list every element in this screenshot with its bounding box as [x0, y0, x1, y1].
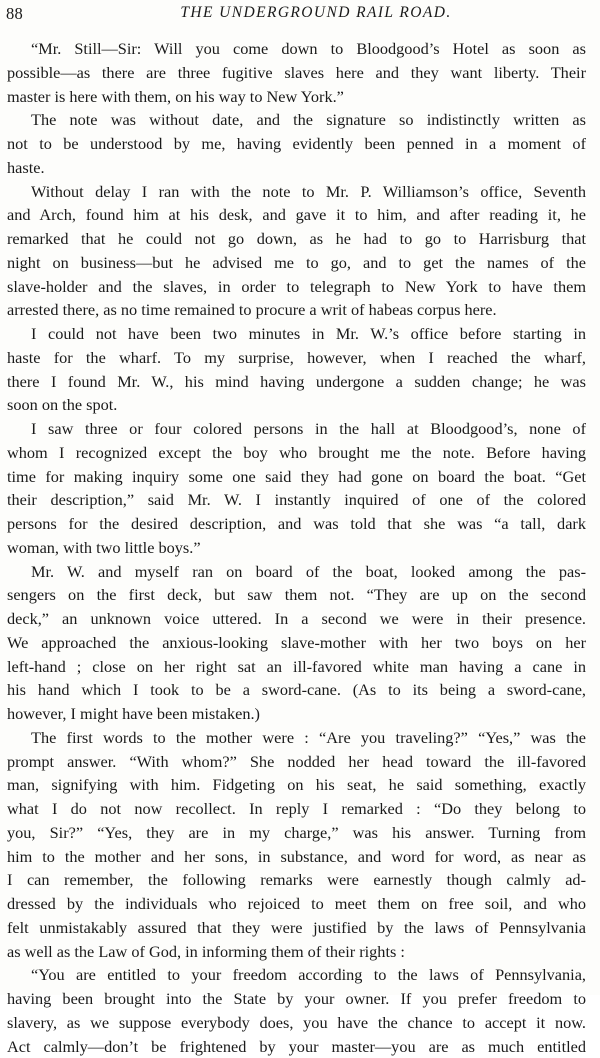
text-line: remarked that he could not go down, as he had to go to Harrisburg that: [7, 227, 586, 251]
text-line: slave-holder and the slaves, in order to telegraph to New York to have them: [7, 275, 586, 299]
text-line: his hand which I took to be a sword-cane. (As to its being a sword-cane,: [7, 678, 586, 702]
text-line: prompt answer. “With whom?” She nodded her head toward the ill-favored: [7, 750, 586, 774]
text-line: left-hand ; close on her right sat an ill-favored white man having a cane in: [7, 655, 586, 679]
text-line: I could not have been two minutes in Mr. W.’s office before starting in: [7, 322, 586, 346]
text-line: however, I might have been mistaken.): [7, 702, 586, 726]
text-line: “You are entitled to your freedom according to the laws of Pennsylvania,: [7, 963, 586, 987]
text-line: there I found Mr. W., his mind having undergone a sudden change; he was: [7, 370, 586, 394]
text-line: Mr. W. and myself ran on board of the boat, looked among the pas-: [7, 560, 586, 584]
text-line: whom I recognized except the boy who brought me the note. Before having: [7, 441, 586, 465]
text-line: having been brought into the State by your owner. If you prefer freedom to: [7, 987, 586, 1011]
text-line: haste.: [7, 156, 586, 180]
text-line: The note was without date, and the signature so indistinctly written as: [7, 108, 586, 132]
body-text: [7, 37, 586, 1058]
text-line: him to the mother and her sons, in substance, and word for word, as near as: [7, 845, 586, 869]
text-line: I saw three or four colored persons in the hall at Bloodgood’s, none of: [7, 417, 586, 441]
text-line: slavery, as we suppose everybody does, you have the chance to accept it now.: [7, 1011, 586, 1035]
text-line: soon on the spot.: [7, 393, 586, 417]
text-line: “Mr. Still—Sir: Will you come down to Bloodgood’s Hotel as soon as: [7, 37, 586, 61]
text-line: sengers on the first deck, but saw them not. “They are up on the second: [7, 583, 586, 607]
text-line: man, signifying with him. Fidgeting on his seat, he said something, exactly: [7, 773, 586, 797]
text-line: deck,” an unknown voice uttered. In a second we were in their presence.: [7, 607, 586, 631]
text-line: haste for the wharf. To my surprise, however, when I reached the wharf,: [7, 346, 586, 370]
text-line: Act calmly—don’t be frightened by your master—you are as much entitled: [7, 1035, 586, 1058]
text-line: dressed by the individuals who rejoiced to meet them on free soil, and who: [7, 892, 586, 916]
text-line: not to be understood by me, having evidently been penned in a moment of: [7, 132, 586, 156]
text-line: Without delay I ran with the note to Mr. P. Williamson’s office, Seventh: [7, 180, 586, 204]
text-line: as well as the Law of God, in informing them of their rights :: [7, 940, 586, 964]
page-number: 88: [6, 4, 23, 24]
text-line: their description,” said Mr. W. I instantly inquired of one of the colored: [7, 488, 586, 512]
text-line: you, Sir?” “Yes, they are in my charge,” was his answer. Turning from: [7, 821, 586, 845]
text-line: We approached the anxious-looking slave-mother with her two boys on her: [7, 631, 586, 655]
text-line: what I do not now recollect. In reply I remarked : “Do they belong to: [7, 797, 586, 821]
text-line: woman, with two little boys.”: [7, 536, 586, 560]
text-line: arrested there, as no time remained to procure a writ of habeas corpus here.: [7, 298, 586, 322]
text-line: felt unmistakably assured that they were justified by the laws of Pennsylvania: [7, 916, 586, 940]
text-line: persons for the desired description, and was told that she was “a tall, dark: [7, 512, 586, 536]
text-line: time for making inquiry some one said they had gone on board the boat. “Get: [7, 465, 586, 489]
text-line: possible—as there are three fugitive slaves here and they want liberty. Their: [7, 61, 586, 85]
text-line: master is here with them, on his way to New York.”: [7, 85, 586, 109]
text-line: The first words to the mother were : “Are you traveling?” “Yes,” was the: [7, 726, 586, 750]
text-line: and Arch, found him at his desk, and gave it to him, and after reading it, he: [7, 203, 586, 227]
text-line: night on business—but he advised me to go, and to get the names of the: [7, 251, 586, 275]
page-header: [6, 4, 586, 28]
running-head: THE UNDERGROUND RAIL ROAD.: [6, 4, 586, 22]
text-line: I can remember, the following remarks were earnestly though calmly ad-: [7, 868, 586, 892]
